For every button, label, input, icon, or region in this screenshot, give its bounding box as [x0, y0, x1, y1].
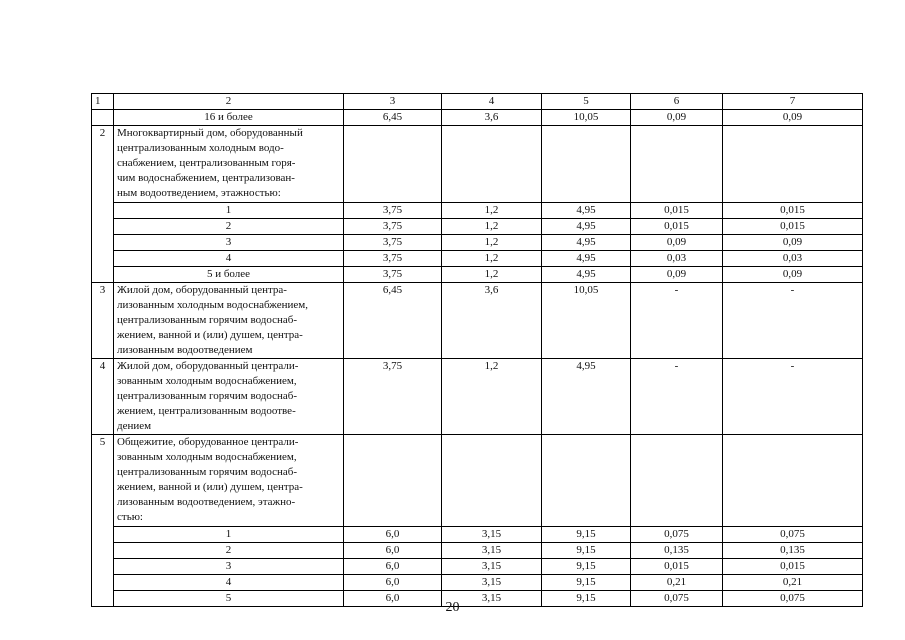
description-line: зованным холодным водоснабжением, — [117, 451, 297, 463]
value-cell: 6,45 — [344, 283, 442, 359]
value-cell: 0,09 — [723, 267, 863, 283]
description-line: ным водоотведением, этажностью: — [117, 187, 281, 199]
value-cell: 4,95 — [542, 251, 631, 267]
value-cell: 0,09 — [631, 267, 723, 283]
section-row — [92, 435, 863, 527]
value-cell: 10,05 — [542, 283, 631, 359]
floors-label: 2 — [114, 543, 344, 559]
table-row — [92, 527, 863, 543]
floors-label: 4 — [114, 251, 344, 267]
table-row — [92, 251, 863, 267]
row-index — [92, 110, 114, 126]
description-line: централизованным горячим водоснаб- — [117, 314, 298, 326]
value-cell: 9,15 — [542, 527, 631, 543]
value-cell: 1,2 — [442, 359, 542, 435]
value-cell: - — [631, 283, 723, 359]
description-line: жением, централизованным водоотве- — [117, 405, 296, 417]
value-cell: 3,15 — [442, 527, 542, 543]
value-cell: - — [723, 359, 863, 435]
page-number: 20 — [445, 600, 460, 615]
description-line: централизованным горячим водоснаб- — [117, 466, 298, 478]
row-index: 4 — [92, 359, 114, 435]
description-line: Общежитие, оборудованное централи- — [117, 436, 299, 448]
description-line: Жилой дом, оборудованный централи- — [117, 360, 299, 372]
value-cell: 3,75 — [344, 251, 442, 267]
norms-table — [91, 93, 863, 607]
value-cell: 6,0 — [344, 591, 442, 607]
table-row — [92, 543, 863, 559]
description-line: лизованным холодным водоснабжением, — [117, 299, 309, 311]
value-cell: 0,09 — [723, 235, 863, 251]
description-line: дением — [117, 420, 152, 432]
value-cell: 0,015 — [723, 559, 863, 575]
floors-label: 2 — [114, 219, 344, 235]
section-row — [92, 283, 863, 359]
floors-label: 5 — [114, 591, 344, 607]
value-cell: 6,0 — [344, 575, 442, 591]
description-line: снабжением, централизованным горя- — [117, 157, 296, 169]
value-cell: 0,03 — [631, 251, 723, 267]
section-description — [114, 435, 344, 527]
value-cell: 0,135 — [631, 543, 723, 559]
description-line: централизованным горячим водоснаб- — [117, 390, 298, 402]
table-row — [92, 219, 863, 235]
value-cell: 4,95 — [542, 359, 631, 435]
description-line: жением, ванной и (или) душем, центра- — [117, 329, 303, 341]
column-number-row — [92, 94, 863, 110]
value-cell: 3,75 — [344, 203, 442, 219]
value-cell: 3,15 — [442, 543, 542, 559]
col-num-7: 7 — [723, 94, 863, 110]
value-cell: 9,15 — [542, 543, 631, 559]
value-cell: 0,075 — [723, 527, 863, 543]
value-cell: 4,95 — [542, 235, 631, 251]
value-cell: 1,2 — [442, 219, 542, 235]
value-cell: 0,075 — [631, 527, 723, 543]
col-num-4: 4 — [442, 94, 542, 110]
col-num-1: 1 — [92, 94, 114, 110]
table-row — [92, 110, 863, 126]
value-cell: 4,95 — [542, 267, 631, 283]
value-cell: 3,15 — [442, 591, 542, 607]
floors-label: 3 — [114, 235, 344, 251]
section-description — [114, 283, 344, 359]
table-row — [92, 559, 863, 575]
value-cell: 0,015 — [631, 219, 723, 235]
value-cell: 9,15 — [542, 591, 631, 607]
value-cell: 3,6 — [442, 283, 542, 359]
table-row — [92, 575, 863, 591]
value-cell: 3,6 — [442, 110, 542, 126]
value-cell: 0,075 — [631, 591, 723, 607]
col-num-3: 3 — [344, 94, 442, 110]
value-cell: 6,45 — [344, 110, 442, 126]
section-row — [92, 126, 863, 203]
table-row — [92, 235, 863, 251]
value-cell: 6,0 — [344, 559, 442, 575]
value-cell: 6,0 — [344, 527, 442, 543]
value-cell: 1,2 — [442, 251, 542, 267]
value-cell: 0,09 — [723, 110, 863, 126]
value-cell: 0,015 — [631, 559, 723, 575]
description-line: Многоквартирный дом, оборудованный — [117, 127, 303, 139]
value-cell: 6,0 — [344, 543, 442, 559]
floors-label: 16 и более — [114, 110, 344, 126]
value-cell: 0,015 — [631, 203, 723, 219]
row-index: 2 — [92, 126, 114, 283]
value-cell: - — [723, 283, 863, 359]
description-line: лизованным водоотведением, этажно- — [117, 496, 296, 508]
row-index: 5 — [92, 435, 114, 607]
value-cell: 0,075 — [723, 591, 863, 607]
table-row — [92, 267, 863, 283]
section-row — [92, 359, 863, 435]
value-cell: 3,75 — [344, 235, 442, 251]
floors-label: 1 — [114, 203, 344, 219]
value-cell: 0,21 — [631, 575, 723, 591]
section-description — [114, 359, 344, 435]
description-line: стью: — [117, 511, 143, 523]
value-cell: 4,95 — [542, 219, 631, 235]
value-cell: 3,15 — [442, 575, 542, 591]
description-line: лизованным водоотведением — [117, 344, 253, 356]
description-line: зованным холодным водоснабжением, — [117, 375, 297, 387]
col-num-6: 6 — [631, 94, 723, 110]
description-line: Жилой дом, оборудованный центра- — [117, 284, 287, 296]
value-cell: 3,75 — [344, 267, 442, 283]
floors-label: 1 — [114, 527, 344, 543]
value-cell: 0,015 — [723, 219, 863, 235]
value-cell: 0,09 — [631, 235, 723, 251]
value-cell: 4,95 — [542, 203, 631, 219]
value-cell: 0,09 — [631, 110, 723, 126]
value-cell: 1,2 — [442, 235, 542, 251]
section-description — [114, 126, 344, 203]
value-cell: 0,21 — [723, 575, 863, 591]
floors-label: 5 и более — [114, 267, 344, 283]
value-cell: 0,015 — [723, 203, 863, 219]
floors-label: 4 — [114, 575, 344, 591]
value-cell: 0,03 — [723, 251, 863, 267]
row-index: 3 — [92, 283, 114, 359]
description-line: жением, ванной и (или) душем, центра- — [117, 481, 303, 493]
value-cell: 1,2 — [442, 267, 542, 283]
value-cell: 3,75 — [344, 219, 442, 235]
description-line: чим водоснабжением, централизован- — [117, 172, 295, 184]
col-num-2: 2 — [114, 94, 344, 110]
value-cell: 9,15 — [542, 559, 631, 575]
value-cell: 1,2 — [442, 203, 542, 219]
description-line: централизованным холодным водо- — [117, 142, 284, 154]
value-cell: 9,15 — [542, 575, 631, 591]
value-cell: 0,135 — [723, 543, 863, 559]
value-cell: - — [631, 359, 723, 435]
value-cell: 3,75 — [344, 359, 442, 435]
col-num-5: 5 — [542, 94, 631, 110]
value-cell: 10,05 — [542, 110, 631, 126]
value-cell: 3,15 — [442, 559, 542, 575]
table-row — [92, 203, 863, 219]
floors-label: 3 — [114, 559, 344, 575]
